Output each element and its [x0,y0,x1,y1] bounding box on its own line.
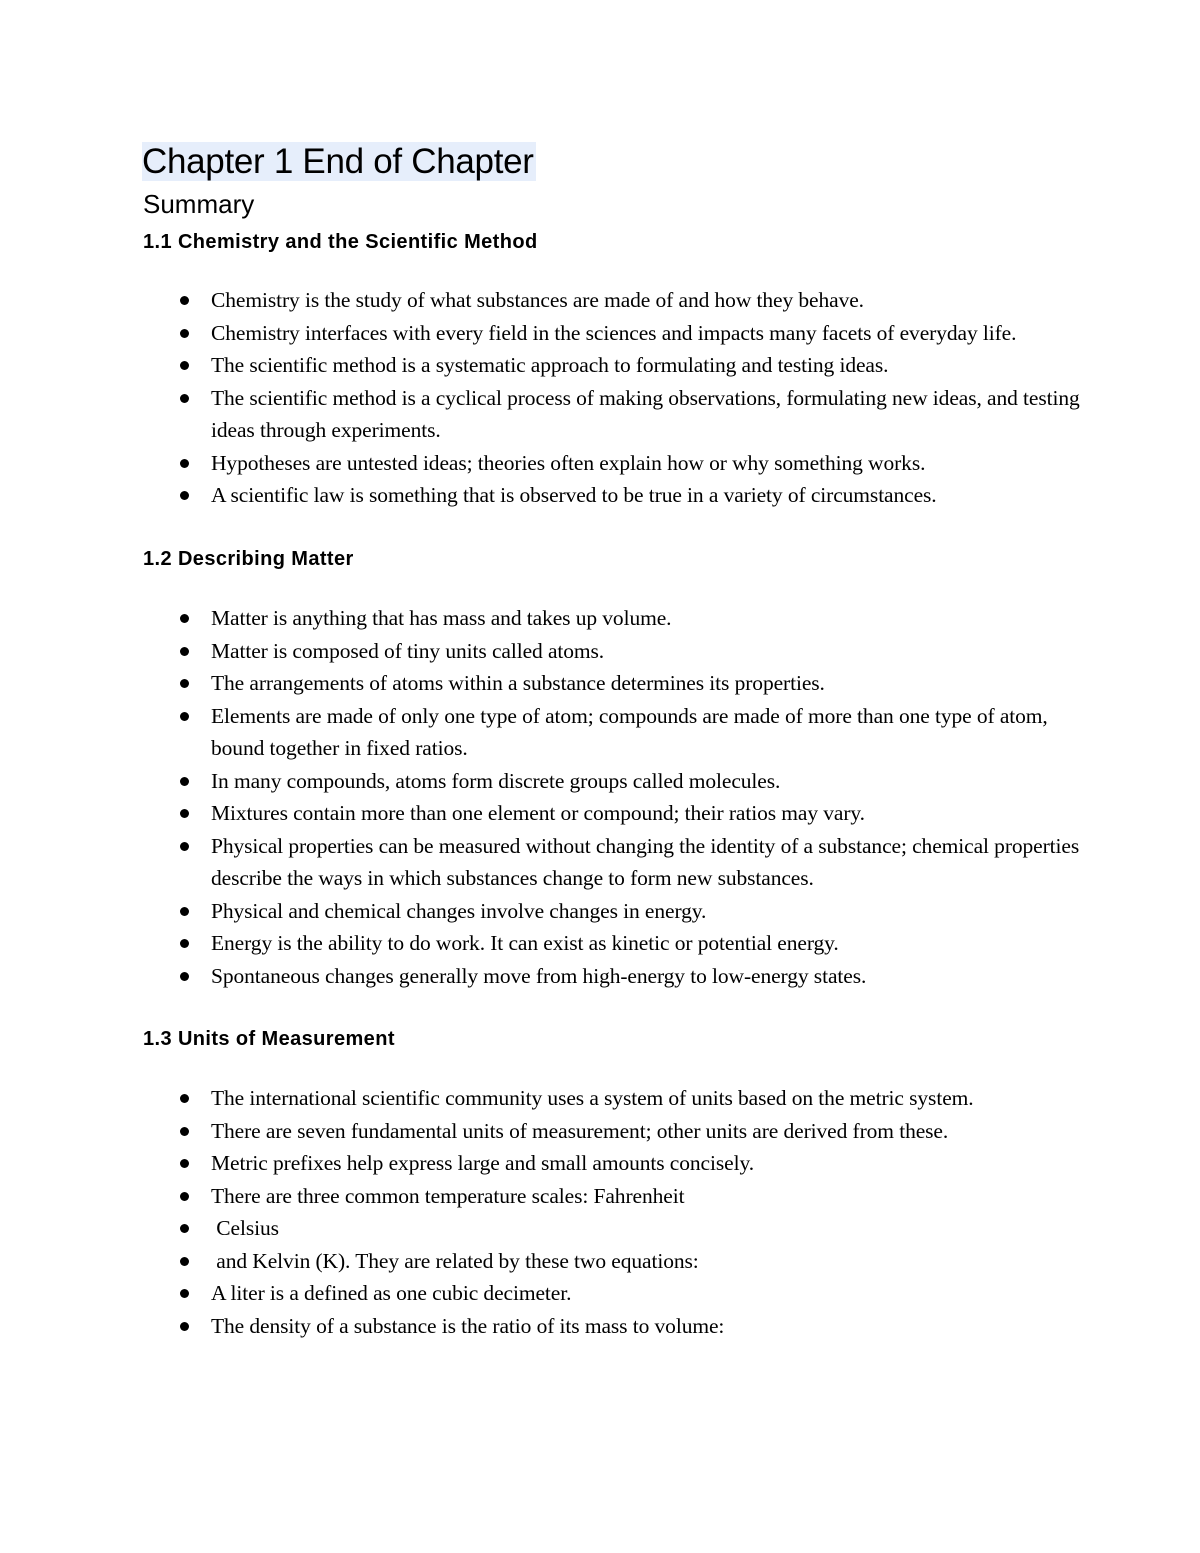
list-item [0,830,1200,895]
list-item-text: Spontaneous changes generally move from high-energy to low-energy states. [211,963,867,988]
bullet-icon [180,972,189,981]
bullet-list-section-1-2 [0,602,1200,992]
list-item [0,797,1200,830]
list-item-text: Mixtures contain more than one element or compound; their ratios may vary. [211,801,865,825]
list-item-text: The scientific method is a systematic approach to formulating and testing ideas. [211,353,889,377]
list-item [0,1212,1200,1245]
list-item-text: Energy is the ability to do work. It can exist as kinetic or potential energy. [211,931,839,955]
bullet-icon [180,809,189,818]
bullet-icon [180,296,189,305]
list-item-text: In many compounds, atoms form discrete groups called molecules. [211,768,781,793]
list-item-text: Physical properties can be measured without changing the identity of a substance; chemical properties describe the ways in which substances change to form new substances. [211,833,1085,890]
list-item-text: Hypotheses are untested ideas; theories often explain how or why something works. [211,450,926,475]
list-item [0,602,1200,635]
bullet-icon [180,1224,189,1233]
bullet-icon [180,361,189,370]
bullet-icon [180,614,189,623]
list-item-text: Elements are made of only one type of atom; compounds are made of more than one type of atom, bound together in fixed ratios. [211,703,1053,760]
page-subtitle: Summary [143,189,255,219]
list-item-text: A liter is a defined as one cubic decimeter. [211,1281,572,1305]
list-item-text: There are three common temperature scales: Fahrenheit [211,1183,685,1208]
list-item-text: The arrangements of atoms within a substance determines its properties. [211,671,825,695]
bullet-icon [180,1127,189,1136]
list-item [0,1180,1200,1213]
list-item-text: Metric prefixes help express large and small amounts concisely. [211,1151,754,1175]
bullet-icon [180,394,189,403]
bullet-list-section-1-3 [0,1082,1200,1342]
list-item [0,1310,1200,1343]
list-item-text: Celsius [211,1216,279,1240]
bullet-icon [180,1257,189,1266]
bullet-icon [180,907,189,916]
list-item-text: Chemistry is the study of what substances are made of and how they behave. [211,288,864,312]
list-item [0,960,1200,993]
section-heading-1-1: 1.1 Chemistry and the Scientific Method [143,231,538,253]
list-item [0,447,1200,480]
list-item [0,927,1200,960]
list-item [0,635,1200,668]
list-item [0,284,1200,317]
bullet-icon [180,647,189,656]
bullet-icon [180,1289,189,1298]
bullet-icon [180,491,189,500]
list-item-text: The scientific method is a cyclical process of making observations, formulating new ideas, and testing ideas through experiments. [211,385,1085,442]
list-item [0,1082,1200,1115]
title-text: Chapter 1 End of Chapter [142,142,534,181]
bullet-icon [180,777,189,786]
list-item-text: Matter is composed of tiny units called atoms. [211,638,605,663]
list-item-text: There are seven fundamental units of measurement; other units are derived from these. [211,1118,949,1143]
list-item [0,1245,1200,1278]
bullet-icon [180,329,189,338]
bullet-icon [180,1322,189,1331]
bullet-list-section-1-1 [0,284,1200,512]
list-item [0,1115,1200,1148]
list-item [0,667,1200,700]
list-item-text: Matter is anything that has mass and takes up volume. [211,606,672,630]
list-item [0,895,1200,928]
bullet-icon [180,1192,189,1201]
bullet-icon [180,939,189,948]
bullet-icon [180,1094,189,1103]
bullet-icon [180,679,189,688]
list-item-text: A scientific law is something that is observed to be true in a variety of circumstances. [211,483,937,507]
section-heading-1-3: 1.3 Units of Measurement [143,1028,395,1050]
list-item [0,765,1200,798]
list-item [0,479,1200,512]
bullet-icon [180,459,189,468]
list-item [0,317,1200,350]
section-heading-1-2: 1.2 Describing Matter [143,548,354,570]
list-item [0,1277,1200,1310]
list-item-text: and Kelvin (K). They are related by these two equations: [211,1248,699,1273]
list-item-text: Chemistry interfaces with every field in the sciences and impacts many facets of everyday life. [211,320,1017,345]
list-item [0,382,1200,447]
bullet-icon [180,1159,189,1168]
page-title [142,140,536,184]
list-item [0,700,1200,765]
bullet-icon [180,712,189,721]
list-item [0,349,1200,382]
bullet-icon [180,842,189,851]
list-item-text: The density of a substance is the ratio of its mass to volume: [211,1313,725,1338]
list-item-text: The international scientific community uses a system of units based on the metric system. [211,1086,974,1110]
list-item [0,1147,1200,1180]
list-item-text: Physical and chemical changes involve changes in energy. [211,898,707,923]
